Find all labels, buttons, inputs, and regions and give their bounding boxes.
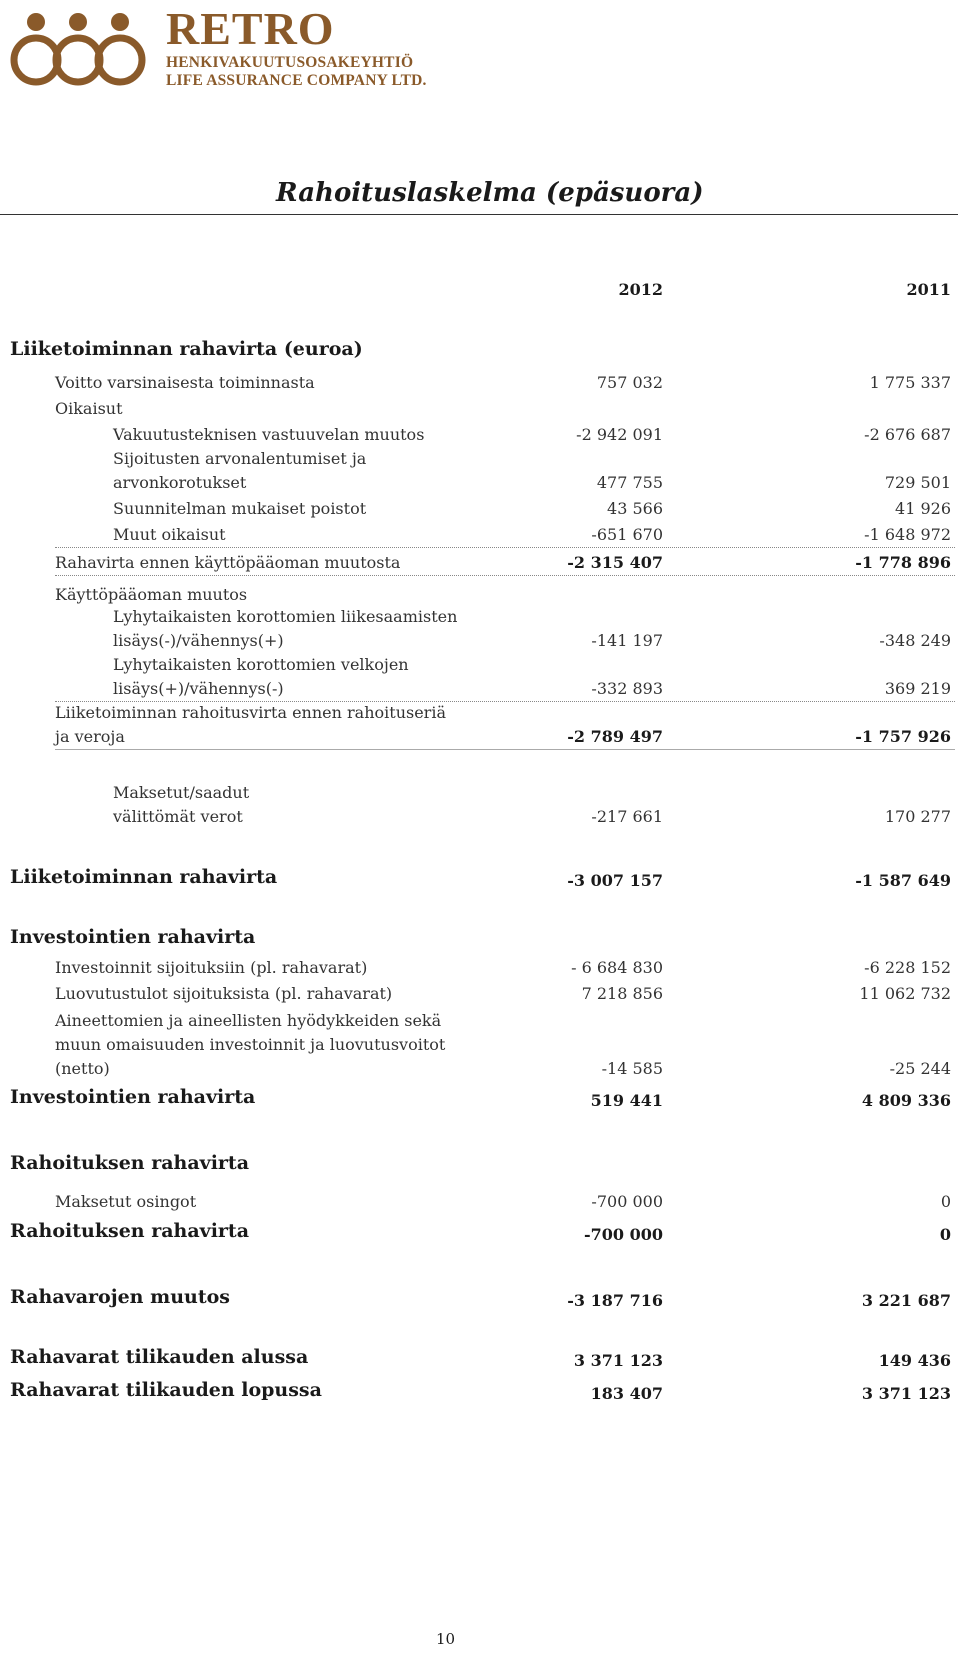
value-2011: 11 062 732	[859, 984, 951, 1003]
row-label: Aineettomien ja aineellisten hyödykkeiden sekä	[55, 1011, 442, 1030]
section-heading-investing: Investointien rahavirta	[10, 926, 256, 948]
row-label: Investointien rahavirta	[10, 1086, 256, 1108]
row-label: Maksetut/saadut	[113, 783, 250, 802]
row-label: Suunnitelman mukaiset poistot	[113, 499, 367, 518]
row-label: Rahavarat tilikauden alussa	[10, 1346, 309, 1368]
row-label: lisäys(-)/vähennys(+)	[113, 631, 284, 650]
row-divider	[55, 575, 955, 576]
value-2012: -2 942 091	[576, 425, 663, 444]
row-label: arvonkorotukset	[113, 473, 247, 492]
row-label: Lyhytaikaisten korottomien velkojen	[113, 655, 409, 674]
value-2011: -348 249	[879, 631, 951, 650]
value-2011: 41 926	[895, 499, 951, 518]
brand-block	[166, 4, 427, 90]
value-2011: 1 775 337	[869, 373, 951, 392]
value-2012: -3 187 716	[567, 1291, 663, 1310]
value-2011: 170 277	[884, 807, 951, 826]
brand-line-2: LIFE ASSURANCE COMPANY LTD.	[166, 72, 427, 89]
value-2012: 477 755	[596, 473, 663, 492]
working-capital-label: Käyttöpääoman muutos	[55, 585, 248, 604]
value-2011: 369 219	[884, 679, 951, 698]
value-2011: 729 501	[884, 473, 951, 492]
value-2012: -700 000	[583, 1225, 663, 1244]
row-divider	[55, 547, 955, 548]
row-label: lisäys(+)/vähennys(-)	[113, 679, 284, 698]
row-label: Sijoitusten arvonalentumiset ja	[113, 449, 367, 468]
value-2012: 757 032	[596, 373, 663, 392]
value-2012: 7 218 856	[581, 984, 663, 1003]
row-label: Vakuutusteknisen vastuuvelan muutos	[113, 425, 425, 444]
title-divider	[0, 214, 958, 215]
value-2012: 519 441	[590, 1091, 663, 1110]
row-label: Voitto varsinaisesta toiminnasta	[55, 373, 315, 392]
company-logo	[8, 8, 148, 94]
brand-name: RETRO	[166, 3, 335, 54]
row-label: Investoinnit sijoituksiin (pl. rahavarat)	[55, 958, 368, 977]
row-label: välittömät verot	[113, 807, 243, 826]
row-divider	[55, 749, 955, 750]
row-label: Lyhytaikaisten korottomien liikesaamisten	[113, 607, 458, 626]
adjustments-label: Oikaisut	[55, 399, 123, 418]
value-2012: -332 893	[591, 679, 663, 698]
value-2012: -700 000	[591, 1192, 663, 1211]
value-2012: -14 585	[601, 1059, 663, 1078]
value-2011: 3 371 123	[861, 1384, 951, 1403]
value-2011: -2 676 687	[864, 425, 951, 444]
row-label: Rahoituksen rahavirta	[10, 1220, 250, 1242]
value-2012: -651 670	[591, 525, 663, 544]
value-2011: 3 221 687	[861, 1291, 951, 1310]
row-label: Luovutustulot sijoituksista (pl. rahavarat)	[55, 984, 393, 1003]
value-2012: 3 371 123	[573, 1351, 663, 1370]
value-2012: - 6 684 830	[571, 958, 663, 977]
page-number: 10	[436, 1630, 456, 1648]
section-heading-operating: Liiketoiminnan rahavirta (euroa)	[10, 338, 363, 360]
value-2011: 0	[939, 1225, 951, 1244]
value-2012: -2 315 407	[567, 553, 663, 572]
row-label: Liiketoiminnan rahavirta	[10, 866, 278, 888]
value-2012: 183 407	[590, 1384, 663, 1403]
row-label: Rahavarojen muutos	[10, 1286, 230, 1308]
row-label: Rahavarat tilikauden lopussa	[10, 1379, 322, 1401]
value-2012: -2 789 497	[567, 727, 663, 746]
row-label: ja veroja	[55, 727, 125, 746]
page-title: Rahoituslaskelma (epäsuora)	[276, 178, 704, 208]
row-label: Liiketoiminnan rahoitusvirta ennen rahoituseriä	[55, 703, 446, 722]
value-2011: -1 757 926	[855, 727, 951, 746]
row-label: muun omaisuuden investoinnit ja luovutusvoitot	[55, 1035, 446, 1054]
value-2012: -217 661	[591, 807, 663, 826]
value-2011: -6 228 152	[864, 958, 951, 977]
row-label: Maksetut osingot	[55, 1192, 197, 1211]
value-2011: -25 244	[889, 1059, 951, 1078]
column-header-2012: 2012	[618, 280, 663, 299]
value-2012: -141 197	[591, 631, 663, 650]
value-2011: -1 778 896	[855, 553, 951, 572]
brand-line-1: HENKIVAKUUTUSOSAKEYHTIÖ	[166, 54, 414, 71]
value-2011: -1 587 649	[855, 871, 951, 890]
value-2011: 4 809 336	[861, 1091, 951, 1110]
value-2011: 0	[940, 1192, 951, 1211]
value-2011: -1 648 972	[864, 525, 951, 544]
row-label: Rahavirta ennen käyttöpääoman muutosta	[55, 553, 401, 572]
value-2011: 149 436	[878, 1351, 951, 1370]
column-header-2011: 2011	[906, 280, 951, 299]
value-2012: 43 566	[607, 499, 663, 518]
value-2012: -3 007 157	[567, 871, 663, 890]
section-heading-financing: Rahoituksen rahavirta	[10, 1152, 250, 1174]
row-label: (netto)	[55, 1059, 110, 1078]
row-label: Muut oikaisut	[113, 525, 226, 544]
